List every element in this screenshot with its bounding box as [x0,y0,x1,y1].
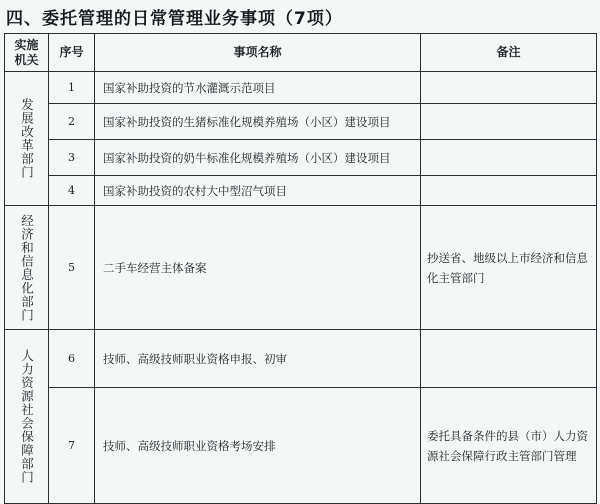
seq-cell: 7 [49,388,95,504]
org-cell-human-resources [5,330,49,504]
item-cell: 国家补助投资的节水灌溉示范项目 [95,72,421,104]
table-row [5,104,597,140]
table-header-row [5,34,597,72]
note-cell: 抄送省、地级以上市经济和信息化主管部门 [421,206,597,330]
org-cell-economy-info [5,206,49,330]
item-cell: 技师、高级技师职业资格申报、初审 [95,330,421,388]
org-label: 人力资源社会保障部门 [19,349,35,484]
table-row [5,140,597,176]
item-cell: 技师、高级技师职业资格考场安排 [95,388,421,504]
seq-cell: 2 [49,104,95,140]
item-cell: 国家补助投资的奶牛标准化规模养殖场（小区）建设项目 [95,140,421,176]
org-cell-development-reform [5,72,49,206]
matters-table [4,33,597,504]
item-cell: 国家补助投资的生猪标准化规模养殖场（小区）建设项目 [95,104,421,140]
seq-cell: 6 [49,330,95,388]
seq-cell: 3 [49,140,95,176]
item-cell: 国家补助投资的农村大中型沼气项目 [95,176,421,206]
note-cell [421,176,597,206]
org-label: 经济和信息化部门 [19,213,35,322]
table-row [5,330,597,388]
seq-cell: 1 [49,72,95,104]
seq-cell: 4 [49,176,95,206]
header-org-label: 实施机关 [14,37,39,67]
table-row [5,72,597,104]
table-row [5,388,597,504]
org-label: 发展改革部门 [19,98,35,179]
note-cell [421,104,597,140]
page-heading: 四、委托管理的日常管理业务事项（7项） [6,9,343,29]
note-cell [421,72,597,104]
note-cell: 委托具备条件的县（市）人力资源社会保障行政主管部门管理 [421,388,597,504]
table-row [5,176,597,206]
note-cell [421,140,597,176]
header-item: 事项名称 [95,34,421,72]
item-cell: 二手车经营主体备案 [95,206,421,330]
seq-cell: 5 [49,206,95,330]
table-row [5,206,597,330]
header-note: 备注 [421,34,597,72]
header-seq: 序号 [49,34,95,72]
header-org [5,34,49,72]
note-cell [421,330,597,388]
